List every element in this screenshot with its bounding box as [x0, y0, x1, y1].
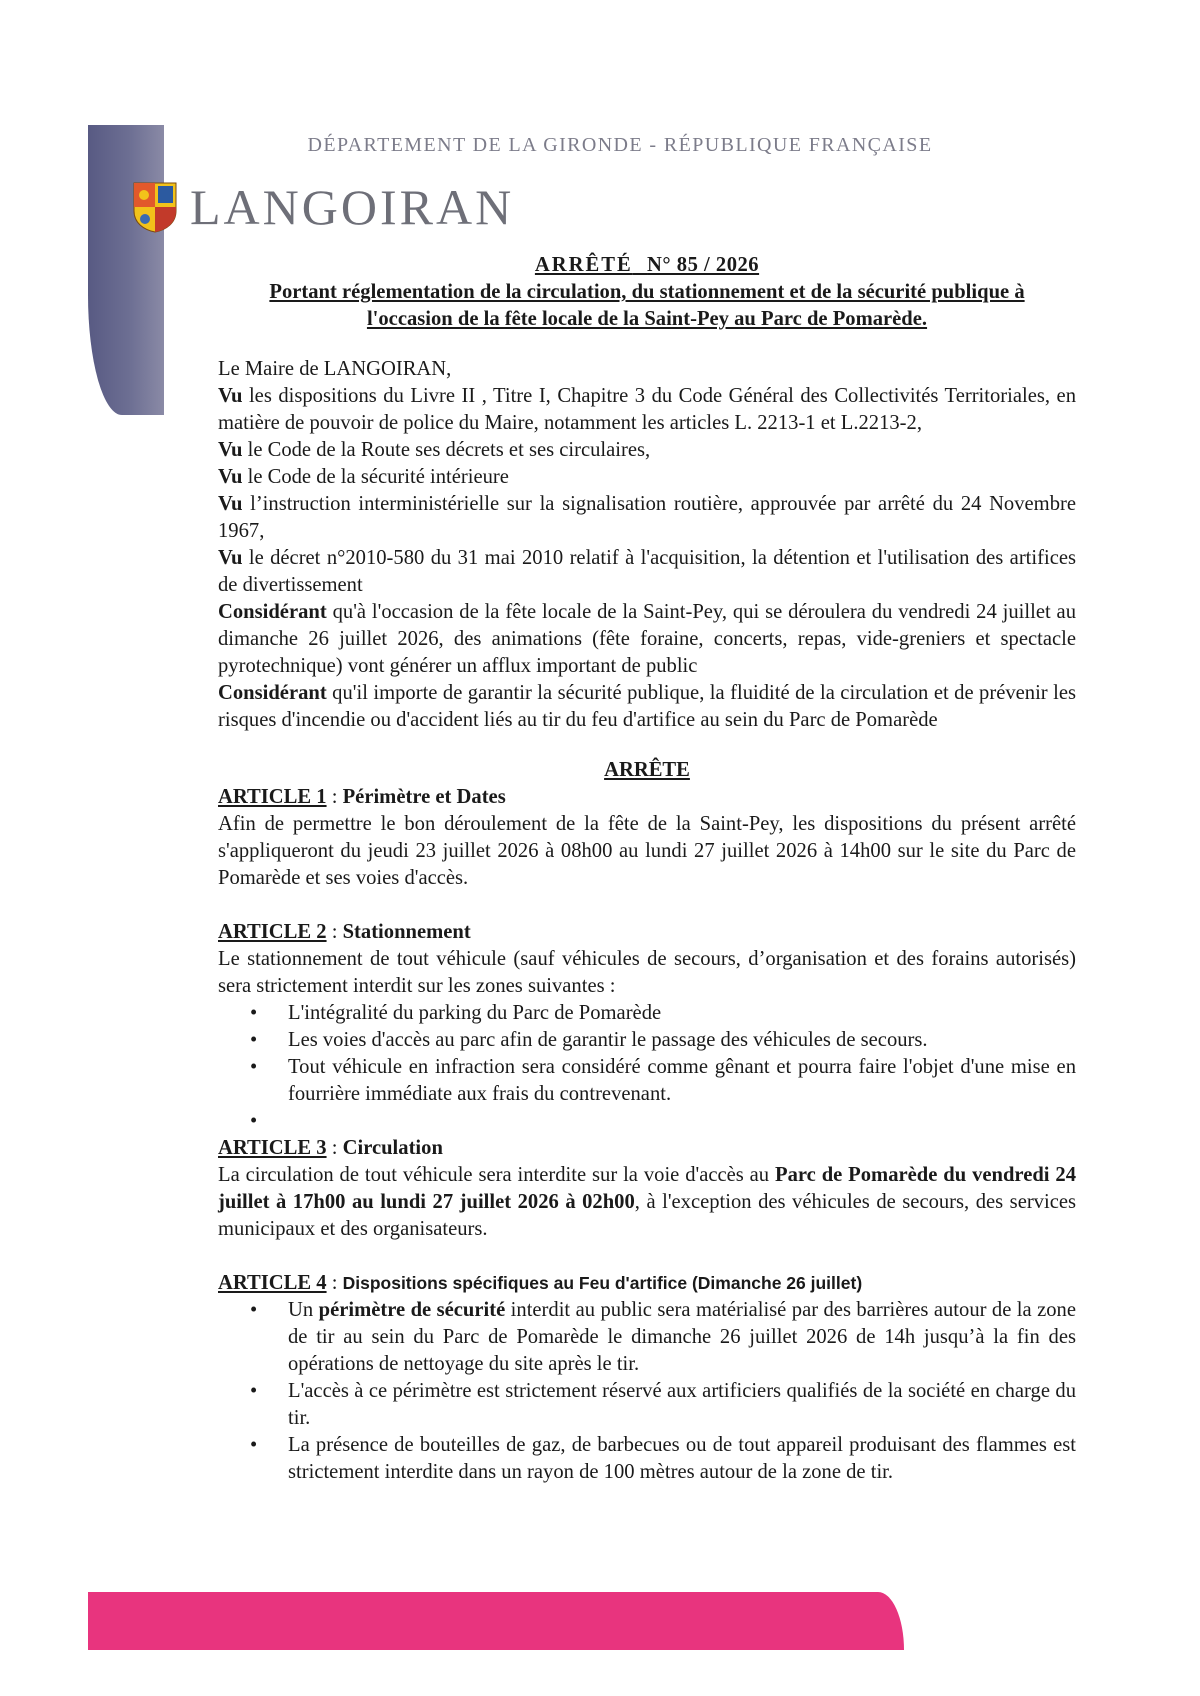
list-item — [218, 1297, 1076, 1378]
article-text-part: , à l'exception des véhicules de secours, des services municipaux et des organisateurs. — [218, 1191, 1076, 1240]
vu-keyword: Vu — [218, 439, 243, 461]
decree-body — [218, 252, 1076, 1486]
bullet-list — [218, 1000, 1076, 1135]
article-heading — [218, 1270, 1076, 1297]
decree-subject-line-1: Portant réglementation de la circulation, du stationnement et de la sécurité publique à — [269, 281, 1025, 303]
article-4 — [218, 1270, 1076, 1486]
article-title: Circulation — [342, 1137, 443, 1159]
list-item: • Les voies d'accès au parc afin de garantir le passage des véhicules de secours. — [218, 1027, 1076, 1054]
article-text: Le stationnement de tout véhicule (sauf véhicules de secours, d’organisation et des forains autorisés) sera strictement interdit sur les zones suivantes : — [218, 948, 1076, 997]
considerant-keyword: Considérant — [218, 682, 327, 704]
vu-paragraph — [218, 464, 1076, 491]
vu-text: le décret n°2010-580 du 31 mai 2010 relatif à l'acquisition, la détention et l'utilisation des artifices de divertissement — [218, 547, 1076, 596]
article-text — [218, 1162, 1076, 1243]
arrete-heading: ARRÊTE — [604, 759, 690, 781]
decree-subject-line-2: l'occasion de la fête locale de la Saint-Pey au Parc de Pomarède. — [366, 308, 928, 330]
vu-paragraph — [218, 545, 1076, 599]
considerant-text: qu'il importe de garantir la sécurité publique, la fluidité de la circulation et de prévenir les risques d'incendie ou d'accident liés au tir du feu d'artifice au sein du Parc de Pomarède — [218, 682, 1076, 731]
article-title: Dispositions spécifiques au Feu d'artifice (Dimanche 26 juillet) — [342, 1273, 863, 1293]
list-item-text: Un — [288, 1299, 319, 1321]
preamble — [218, 356, 1076, 734]
article-1 — [218, 784, 1076, 892]
list-item: • Tout véhicule en infraction sera considéré comme gênant et pourra faire l'objet d'une mise en fourrière immédiate aux frais du contrevenant. — [218, 1054, 1076, 1108]
vu-text: l’instruction interministérielle sur la signalisation routière, approuvée par arrêté du 24 Novembre 1967, — [218, 493, 1076, 542]
article-separator: : — [326, 1137, 343, 1159]
vu-keyword: Vu — [218, 466, 243, 488]
article-separator: : — [326, 1272, 343, 1294]
article-text-part: La circulation de tout véhicule sera interdite sur la voie d'accès au — [218, 1164, 776, 1186]
article-label: ARTICLE 1 — [218, 786, 327, 808]
town-name-logo: LANGOIRAN — [190, 179, 515, 235]
article-title: Stationnement — [342, 921, 471, 943]
maire-line: Le Maire de LANGOIRAN, — [218, 358, 452, 380]
department-line: DÉPARTEMENT DE LA GIRONDE - RÉPUBLIQUE FRANÇAISE — [307, 134, 933, 156]
considerant-text: qu'à l'occasion de la fête locale de la Saint-Pey, qui se déroulera du vendredi 24 juillet au dimanche 26 juillet 2026, des animations (fête foraine, concerts, repas, vide-greniers et spectacle pyrotechnique) vont générer un afflux important de public — [218, 601, 1076, 677]
article-heading — [218, 784, 1076, 811]
article-label: ARTICLE 4 — [218, 1272, 327, 1294]
vu-text: les dispositions du Livre II , Titre I, Chapitre 3 du Code Général des Collectivités Territoriales, en matière de pouvoir de police du Maire, notamment les articles L. 2213-1 et L.2213-2, — [218, 385, 1076, 434]
considerant-paragraph — [218, 680, 1076, 734]
decree-title-word: ARRÊTÉ — [534, 254, 633, 276]
list-item: • L'accès à ce périmètre est strictement réservé aux artificiers qualifiés de la société en charge du tir. — [218, 1378, 1076, 1432]
article-heading — [218, 919, 1076, 946]
vu-keyword: Vu — [218, 493, 243, 515]
decree-title — [218, 252, 1076, 333]
vu-text: le Code de la Route ses décrets et ses circulaires, — [247, 439, 651, 461]
article-separator: : — [326, 921, 343, 943]
article-3 — [218, 1135, 1076, 1243]
vu-text: le Code de la sécurité intérieure — [247, 466, 509, 488]
article-label: ARTICLE 2 — [218, 921, 327, 943]
article-separator: : — [326, 786, 343, 808]
list-item-empty — [218, 1108, 1076, 1135]
vu-keyword: Vu — [218, 385, 243, 407]
vu-paragraph — [218, 491, 1076, 545]
list-item: • L'intégralité du parking du Parc de Pomarède — [218, 1000, 1076, 1027]
considerant-keyword: Considérant — [218, 601, 327, 623]
list-item: • La présence de bouteilles de gaz, de barbecues ou de tout appareil produisant des flammes est strictement interdite dans un rayon de 100 mètres autour de la zone de tir. — [218, 1432, 1076, 1486]
vu-keyword: Vu — [218, 547, 243, 569]
article-label: ARTICLE 3 — [218, 1137, 327, 1159]
article-text: Afin de permettre le bon déroulement de la fête de la Saint-Pey, les dispositions du présent arrêté s'appliqueront du jeudi 23 juillet 2026 à 08h00 au lundi 27 juillet 2026 à 14h00 sur le site du Parc de Pomarède et ses voies d'accès. — [218, 813, 1076, 889]
footer-pink-band — [88, 1592, 904, 1650]
list-item-bold: périmètre de sécurité — [318, 1299, 506, 1321]
article-2 — [218, 919, 1076, 1135]
article-text-bold: Parc de Pomarède du vendredi 24 juillet à 17h00 au lundi 27 juillet 2026 à 02h00 — [218, 1164, 1076, 1213]
bullet-list — [218, 1297, 1076, 1486]
considerant-paragraph — [218, 599, 1076, 680]
decree-number: N° 85 / 2026 — [647, 254, 760, 276]
list-item-text: interdit au public sera matérialisé par des barrières autour de la zone de tir au sein du Parc de Pomarède le dimanche 26 juillet 2026 de 14h jusqu’à la fin des opérations de nettoyage du site après le tir. — [288, 1299, 1076, 1375]
header-purple-band — [88, 125, 164, 415]
article-title: Périmètre et Dates — [342, 786, 506, 808]
vu-paragraph — [218, 383, 1076, 437]
coat-of-arms-icon — [132, 181, 178, 233]
vu-paragraph — [218, 437, 1076, 464]
article-heading — [218, 1135, 1076, 1162]
